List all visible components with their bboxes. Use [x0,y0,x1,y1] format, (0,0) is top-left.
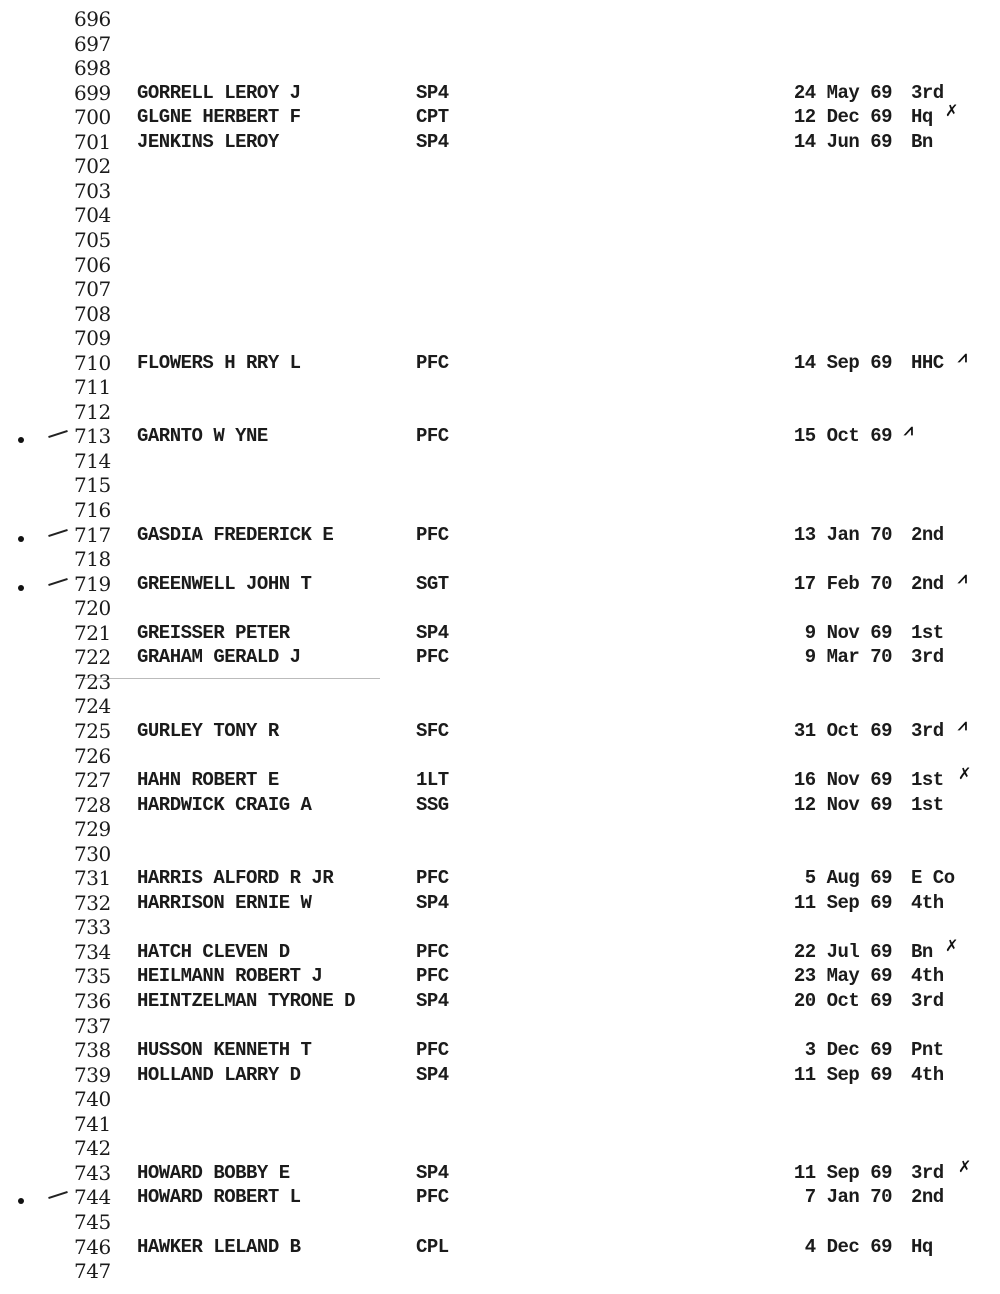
soldier-name: GREISSER PETER [137,621,290,644]
roster-row [0,963,1000,989]
soldier-rank: SP4 [416,990,449,1012]
roster-row [0,1086,1000,1112]
unit-field: HHC [911,351,944,374]
roster-row [0,1037,1000,1063]
soldier-rank: SP4 [416,1161,449,1184]
soldier-name: GARNTO W YNE [137,425,268,448]
margin-dot [18,437,24,443]
roster-row [0,567,1000,597]
date-field: 14 Jun 69 [793,130,892,153]
soldier-name: GLGNE HERBERT F [137,106,301,129]
roster-row [0,325,1000,351]
soldier-rank: PFC [416,867,449,890]
line-number: 698 [74,56,111,81]
soldier-rank: PFC [416,1186,449,1209]
line-number: 725 [74,718,111,743]
unit-field: 2nd [911,572,944,595]
roster-row [0,497,1000,523]
roster-row [0,55,1000,81]
line-number: 701 [74,129,111,154]
date-field: 4 Dec 69 [804,1235,892,1258]
line-number: 718 [74,547,111,572]
soldier-name: HOLLAND LARRY D [137,1063,301,1086]
soldier-rank: CPT [416,106,449,129]
roster-row [0,714,1000,744]
line-number: 737 [74,1013,111,1038]
line-number: 716 [74,498,111,522]
soldier-rank: PFC [416,351,449,374]
roster-row [0,153,1000,179]
unit-field: Pnt [911,1039,944,1062]
line-number: 709 [74,326,111,351]
soldier-rank: PFC [416,646,449,669]
line-number: 719 [74,571,111,596]
roster-row [0,914,1000,940]
line-number: 702 [74,154,111,179]
roster-row [0,595,1000,621]
roster-row [0,764,1000,793]
line-number: 743 [74,1160,111,1185]
line-number: 717 [74,522,111,547]
line-number: 708 [74,301,111,326]
check-mark-icon: ✗ [945,935,958,955]
roster-row [0,178,1000,204]
line-number: 700 [74,105,111,130]
line-number: 727 [74,768,111,793]
check-mark-icon: ⩘ [904,420,913,440]
soldier-name: FLOWERS H RRY L [137,351,301,374]
line-number: 732 [74,890,111,915]
soldier-name: GRAHAM GERALD J [137,646,301,669]
line-number: 697 [74,31,111,56]
roster-row [0,743,1000,769]
line-number: 704 [74,203,111,228]
line-number: 740 [74,1087,111,1112]
soldier-rank: SP4 [416,621,449,644]
soldier-name: HARRISON ERNIE W [137,891,312,914]
margin-dash [48,1191,68,1199]
roster-row [0,1111,1000,1137]
roster-row [0,6,1000,32]
soldier-rank: PFC [416,1039,449,1062]
soldier-name: HUSSON KENNETH T [137,1039,312,1062]
margin-dot [18,585,24,591]
unit-field: Hq [911,1235,933,1258]
line-number: 699 [74,80,111,105]
roster-row [0,841,1000,867]
soldier-name: GASDIA FREDERICK E [137,523,334,546]
roster-row [0,129,1000,155]
unit-field: 1st [911,793,944,816]
date-field: 12 Nov 69 [793,793,892,816]
line-number: 724 [74,694,111,719]
line-number: 733 [74,915,111,940]
unit-field: 1st [911,621,944,644]
soldier-name: HOWARD BOBBY E [137,1161,290,1184]
roster-row [0,1156,1000,1186]
roster-row [0,472,1000,498]
line-number: 739 [74,1062,111,1087]
roster-row [0,522,1000,548]
line-number: 705 [74,227,111,252]
unit-field: Bn [911,940,933,963]
check-mark-icon: ⩘ [958,346,967,366]
soldier-rank: PFC [416,940,449,963]
unit-field: Hq [911,106,933,129]
line-number: 715 [74,473,111,498]
roster-row [0,792,1000,818]
date-field: 9 Nov 69 [804,621,892,644]
unit-field: 3rd [911,719,944,742]
soldier-name: HARRIS ALFORD R JR [137,867,334,890]
roster-row [0,80,1000,106]
soldier-rank: SGT [416,572,449,595]
line-number: 703 [74,178,111,203]
roster-row [0,346,1000,376]
check-mark-icon: ⩘ [958,567,967,587]
line-number: 721 [74,620,111,645]
unit-field: 3rd [911,646,944,669]
line-number: 722 [74,645,111,670]
soldier-rank: SP4 [416,891,449,914]
line-number: 730 [74,841,111,866]
line-number: 710 [74,350,111,375]
line-number: 744 [74,1185,111,1210]
unit-field: 3rd [911,1161,944,1184]
date-field: 24 May 69 [793,81,892,104]
line-number: 747 [74,1259,111,1284]
date-field: 3 Dec 69 [804,1039,892,1062]
soldier-rank: SFC [416,719,449,742]
line-number: 738 [74,1038,111,1063]
roster-row [0,202,1000,228]
line-number: 726 [74,743,111,768]
roster-row [0,301,1000,327]
check-mark-icon: ✗ [945,101,958,121]
line-number: 711 [74,375,111,400]
roster-row [0,890,1000,916]
roster-row [0,546,1000,572]
soldier-rank: 1LT [416,769,449,792]
soldier-name: JENKINS LEROY [137,130,279,153]
date-field: 11 Sep 69 [793,1161,892,1184]
date-field: 7 Jan 70 [804,1186,892,1209]
line-number: 723 [74,669,111,694]
soldier-rank: PFC [416,425,449,448]
soldier-name: HAHN ROBERT E [137,769,279,792]
date-field: 11 Sep 69 [793,1063,892,1086]
roster-row [0,374,1000,400]
line-number: 746 [74,1234,111,1259]
line-number: 713 [74,424,111,449]
date-field: 14 Sep 69 [793,351,892,374]
margin-dot [18,536,24,542]
roster-row [0,1184,1000,1210]
line-number: 736 [74,989,111,1013]
soldier-name: HEILMANN ROBERT J [137,965,323,988]
check-mark-icon: ✗ [958,764,971,784]
line-number: 712 [74,399,111,424]
roster-row [0,276,1000,302]
soldier-name: HATCH CLEVEN D [137,940,290,963]
soldier-rank: SP4 [416,1063,449,1086]
date-field: 31 Oct 69 [793,719,892,742]
roster-row [0,101,1000,130]
roster-row [0,693,1000,719]
check-mark-icon: ⩘ [958,714,967,734]
roster-row [0,1209,1000,1235]
unit-field: E Co [911,867,955,890]
roster-row [0,620,1000,646]
roster-row [0,252,1000,278]
date-field: 20 Oct 69 [793,990,892,1012]
unit-field: 1st [911,769,944,792]
line-number: 741 [74,1111,111,1136]
roster-row [0,988,1000,1014]
soldier-rank: PFC [416,965,449,988]
margin-dash [48,529,68,537]
soldier-rank: SSG [416,793,449,816]
date-field: 9 Mar 70 [804,646,892,669]
margin-dot [18,1198,24,1204]
date-field: 17 Feb 70 [793,572,892,595]
line-number: 707 [74,277,111,302]
unit-field: 2nd [911,1186,944,1209]
line-number: 720 [74,596,111,621]
unit-field: 4th [911,965,944,988]
unit-field: 4th [911,891,944,914]
unit-field: 3rd [911,990,944,1012]
roster-row [0,1234,1000,1260]
unit-field: 2nd [911,523,944,546]
date-field: 13 Jan 70 [793,523,892,546]
date-field: 11 Sep 69 [793,891,892,914]
roster-row [0,1062,1000,1088]
roster-row [0,669,1000,695]
soldier-rank: SP4 [416,130,449,153]
roster-row [0,399,1000,425]
soldier-name: GURLEY TONY R [137,719,279,742]
roster-row [0,31,1000,57]
line-number: 745 [74,1209,111,1234]
line-number: 731 [74,866,111,891]
date-field: 22 Jul 69 [793,940,892,963]
soldier-rank: PFC [416,523,449,546]
soldier-name: GREENWELL JOHN T [137,572,312,595]
line-number: 729 [74,817,111,842]
roster-row [0,448,1000,474]
line-number: 714 [74,448,111,473]
line-number: 696 [74,7,111,31]
roster-row [0,1013,1000,1039]
soldier-name: HAWKER LELAND B [137,1235,301,1258]
unit-field: 4th [911,1063,944,1086]
date-field: 16 Nov 69 [793,769,892,792]
line-number: 735 [74,964,111,989]
margin-dash [48,430,68,438]
roster-row [0,935,1000,965]
check-mark-icon: ✗ [958,1156,971,1176]
soldier-name: GORRELL LEROY J [137,81,301,104]
roster-row [0,227,1000,253]
soldier-rank: CPL [416,1235,449,1258]
date-field: 5 Aug 69 [804,867,892,890]
line-number: 734 [74,939,111,964]
line-number: 742 [74,1136,111,1161]
roster-row [0,1258,1000,1284]
date-field: 15 Oct 69 [793,425,892,448]
date-field: 23 May 69 [793,965,892,988]
roster-row [0,1135,1000,1161]
line-number: 728 [74,792,111,817]
margin-dash [48,578,68,586]
soldier-rank: SP4 [416,81,449,104]
unit-field: Bn [911,130,933,153]
date-field: 12 Dec 69 [793,106,892,129]
roster-row [0,644,1000,670]
line-number: 706 [74,252,111,277]
roster-row [0,865,1000,891]
soldier-name: HEINTZELMAN TYRONE D [137,990,356,1012]
roster-row [0,816,1000,842]
roster-row [0,420,1000,449]
soldier-name: HARDWICK CRAIG A [137,793,312,816]
unit-field: 3rd [911,81,944,104]
soldier-name: HOWARD ROBERT L [137,1186,301,1209]
